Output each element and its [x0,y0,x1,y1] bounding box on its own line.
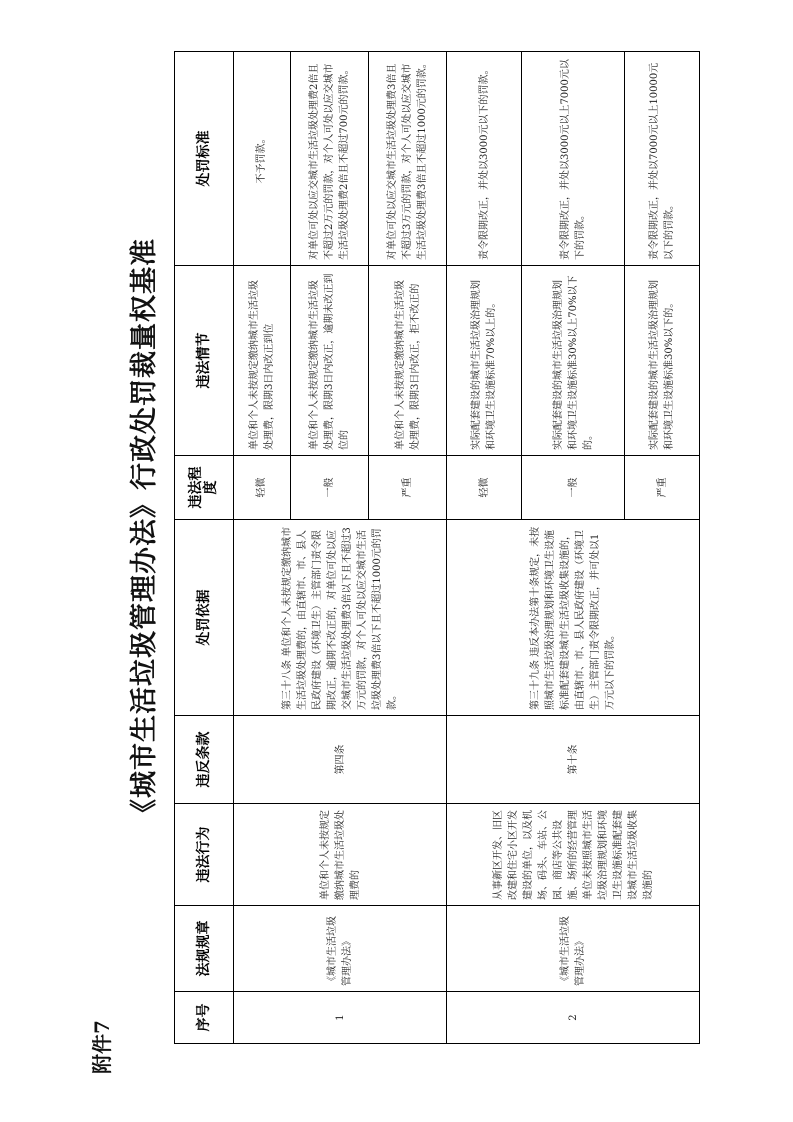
regulation-cell: 《城市生活垃圾管理办法》 [447,906,700,992]
header-number: 序号 [175,992,234,1044]
header-clause: 违反条款 [175,716,234,804]
header-row [175,52,234,1044]
clause-cell: 第四条 [234,716,447,804]
circumstance-cell: 实际配套建设的城市生活垃圾治理规划和环境卫生设施标准30%以上70%以下的。 [522,266,625,456]
regulation-cell: 《城市生活垃圾管理办法》 [234,906,447,992]
violation-cell: 从事新区开发、旧区改建和住宅小区开发建设的单位，以及机场、码头、车站、公园、商店等公共设施、场所的经营管理单位未按照城市生活垃圾治理规划和环境卫生设施标准配套建设城市生活垃圾收集设施的 [447,804,700,906]
clause-cell: 第十条 [447,716,700,804]
degree-cell: 一般 [290,456,368,520]
degree-cell: 轻微 [234,456,291,520]
standard-cell: 不予罚款。 [234,52,291,266]
standard-cell: 责令限期改正，并处以7000元以上10000元以下的罚款。 [625,52,700,266]
standard-cell: 对单位可处以应交城市生活垃圾处理费2倍且不超过2万元的罚款，对个人可处以应交城市生活垃圾处理费2倍且不超过700元的罚款。 [290,52,368,266]
table-row [447,52,522,1044]
basis-cell: 第三十八条 单位和个人未按规定缴纳城市生活垃圾处理费的，由直辖市、市、县人民政府建设（环境卫生）主管部门责令限期改正，逾期不改正的，对单位可处以应交城市生活垃圾处理费3倍以下且不超过3万元的罚款，对个人可处以应交城市生活垃圾处理费3倍以下且不超过1000元的罚款。 [234,520,447,716]
row-number: 2 [447,992,700,1044]
degree-cell: 轻微 [447,456,522,520]
circumstance-cell: 实际配套建设的城市生活垃圾治理规划和环境卫生设施标准70%以上的。 [447,266,522,456]
standard-cell: 对单位可处以应交城市生活垃圾处理费3倍且不超过3万元的罚款，对个人可处以应交城市生活垃圾处理费3倍且不超过1000元的罚款。 [369,52,447,266]
violation-cell: 单位和个人未按规定缴纳城市生活垃圾处理费的 [234,804,447,906]
standard-cell: 责令限期改正，并处以3000元以上7000元以下的罚款。 [522,52,625,266]
row-number: 1 [234,992,447,1044]
degree-cell: 严重 [625,456,700,520]
header-violation: 违法行为 [175,804,234,906]
basis-cell: 第三十九条 违反本办法第十条规定，未按照城市生活垃圾治理规划和环境卫生设施标准配套建设城市生活垃圾收集设施的，由直辖市、市、县人民政府建设（环境卫生）主管部门责令限期改正，并可处以1万元以下的罚款。 [447,520,700,716]
table-row [234,52,291,1044]
circumstance-cell: 单位和个人未按规定缴纳城市生活垃圾处理费，限期3日内改正，拒不改正的 [369,266,447,456]
page-title: 《城市生活垃圾管理办法》行政处罚裁量权基准 [129,238,160,826]
discretion-standard-table [174,51,700,1044]
circumstance-cell: 单位和个人未按规定缴纳城市生活垃圾处理费，限期3日内改正到位 [234,266,291,456]
circumstance-cell: 实际配套建设的城市生活垃圾治理规划和环境卫生设施标准30%以下的。 [625,266,700,456]
degree-cell: 严重 [369,456,447,520]
standard-cell: 责令限期改正，并处以3000元以下的罚款。 [447,52,522,266]
header-standard: 处罚标准 [175,52,234,266]
circumstance-cell: 单位和个人未按规定缴纳城市生活垃圾处理费，限期3日内改正，逾期未改正到位的 [290,266,368,456]
attachment-label: 附件7 [90,1020,114,1074]
header-basis: 处罚依据 [175,520,234,716]
degree-cell: 一般 [522,456,625,520]
header-circumstance: 违法情节 [175,266,234,456]
header-degree: 违法程度 [175,456,234,520]
header-regulation: 法规规章 [175,906,234,992]
